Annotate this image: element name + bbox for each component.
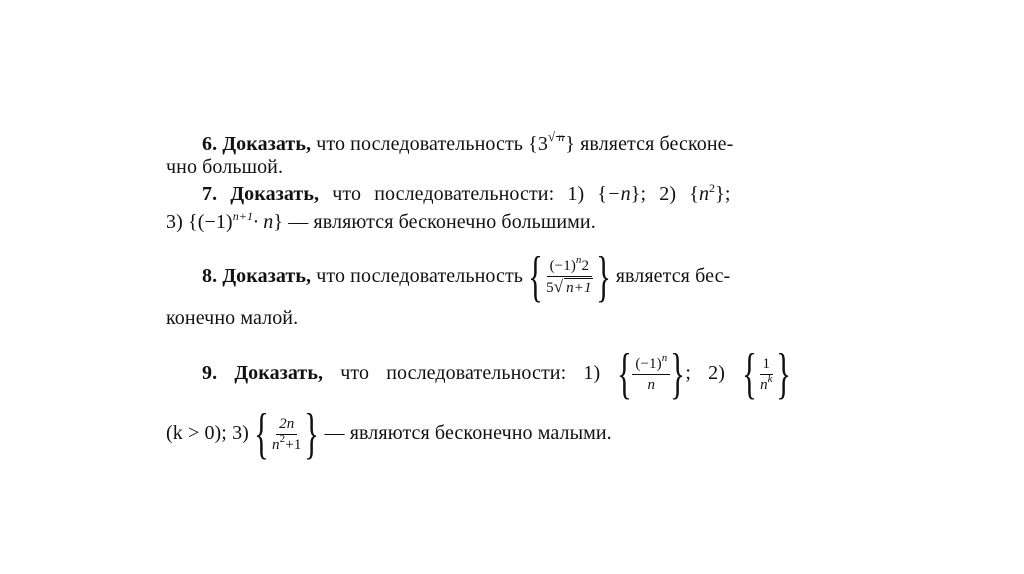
problem-9-item-2-label: 2) xyxy=(708,362,725,384)
problem-6-verb: Доказать, xyxy=(222,133,312,155)
problem-8-text-3: конечно малой. xyxy=(166,307,299,329)
problem-7-text-2: последовательности: xyxy=(374,183,555,205)
problem-9-item-1-label: 1) xyxy=(583,362,601,384)
problem-8-text-2: является бес- xyxy=(615,265,731,287)
problem-6-text: что последовательность xyxy=(316,133,524,155)
problem-9-condition: (k > 0); xyxy=(166,422,227,444)
problem-7-item-1: {−n}; xyxy=(597,183,647,205)
problem-9-text-2: последовательности: xyxy=(386,362,567,384)
problem-9-line-1 xyxy=(202,343,791,406)
problem-6-formula: $\{3^{√ n}\}$ xyxy=(528,129,575,155)
problem-6-number: 6. xyxy=(202,133,218,155)
problem-7-item-2: $\{n^2\}$; xyxy=(689,181,731,205)
problem-8-line-2 xyxy=(166,306,298,330)
problem-7-line-1 xyxy=(202,182,731,206)
problem-9-item-3-label: 3) xyxy=(232,422,249,444)
problem-7-text: что xyxy=(332,183,362,205)
problem-6-line-2 xyxy=(166,155,283,179)
problem-8-number: 8. xyxy=(202,265,218,287)
problem-9-text: что xyxy=(340,362,370,384)
problem-6-text-3: чно большой. xyxy=(166,156,284,178)
problem-8-verb: Доказать, xyxy=(222,265,312,287)
problem-8-formula: { $\frac{(-1)^n2}{5√ n+1}$ } xyxy=(528,246,611,309)
problem-7-item-3-label: 3) xyxy=(166,211,183,233)
problem-9-verb: Доказать, xyxy=(234,362,324,384)
problem-7-line-2 xyxy=(166,210,596,234)
problem-9-text-3: — являются бесконечно малыми. xyxy=(324,422,612,444)
problem-6-line-1 xyxy=(202,129,734,156)
problem-9-item-3: { $\frac{2n}{n^2+1}$ } xyxy=(254,403,320,466)
problem-9-item-1: { $\frac{(-1)^n}{n}$ }; xyxy=(617,343,691,406)
problem-6-text-2: является бесконе- xyxy=(580,133,734,155)
problem-9-line-2 xyxy=(166,403,612,466)
problem-9-item-2: { $\frac{1}{n^k}$ } xyxy=(742,343,791,406)
problem-8-line-1 xyxy=(202,246,731,309)
problem-7-item-2-label: 2) xyxy=(659,183,677,205)
problem-7-number: 7. xyxy=(202,183,218,205)
problem-7-verb: Доказать, xyxy=(230,183,320,205)
problem-7-text-3: — являются бесконечно большими. xyxy=(288,211,596,233)
problem-7-item-1-label: 1) xyxy=(567,183,585,205)
problem-8-text: что последовательность xyxy=(316,265,524,287)
problem-7-item-3: $\{(-1)^{n+1}\cdot n\}$ xyxy=(187,209,284,233)
problem-9-number: 9. xyxy=(202,362,218,384)
